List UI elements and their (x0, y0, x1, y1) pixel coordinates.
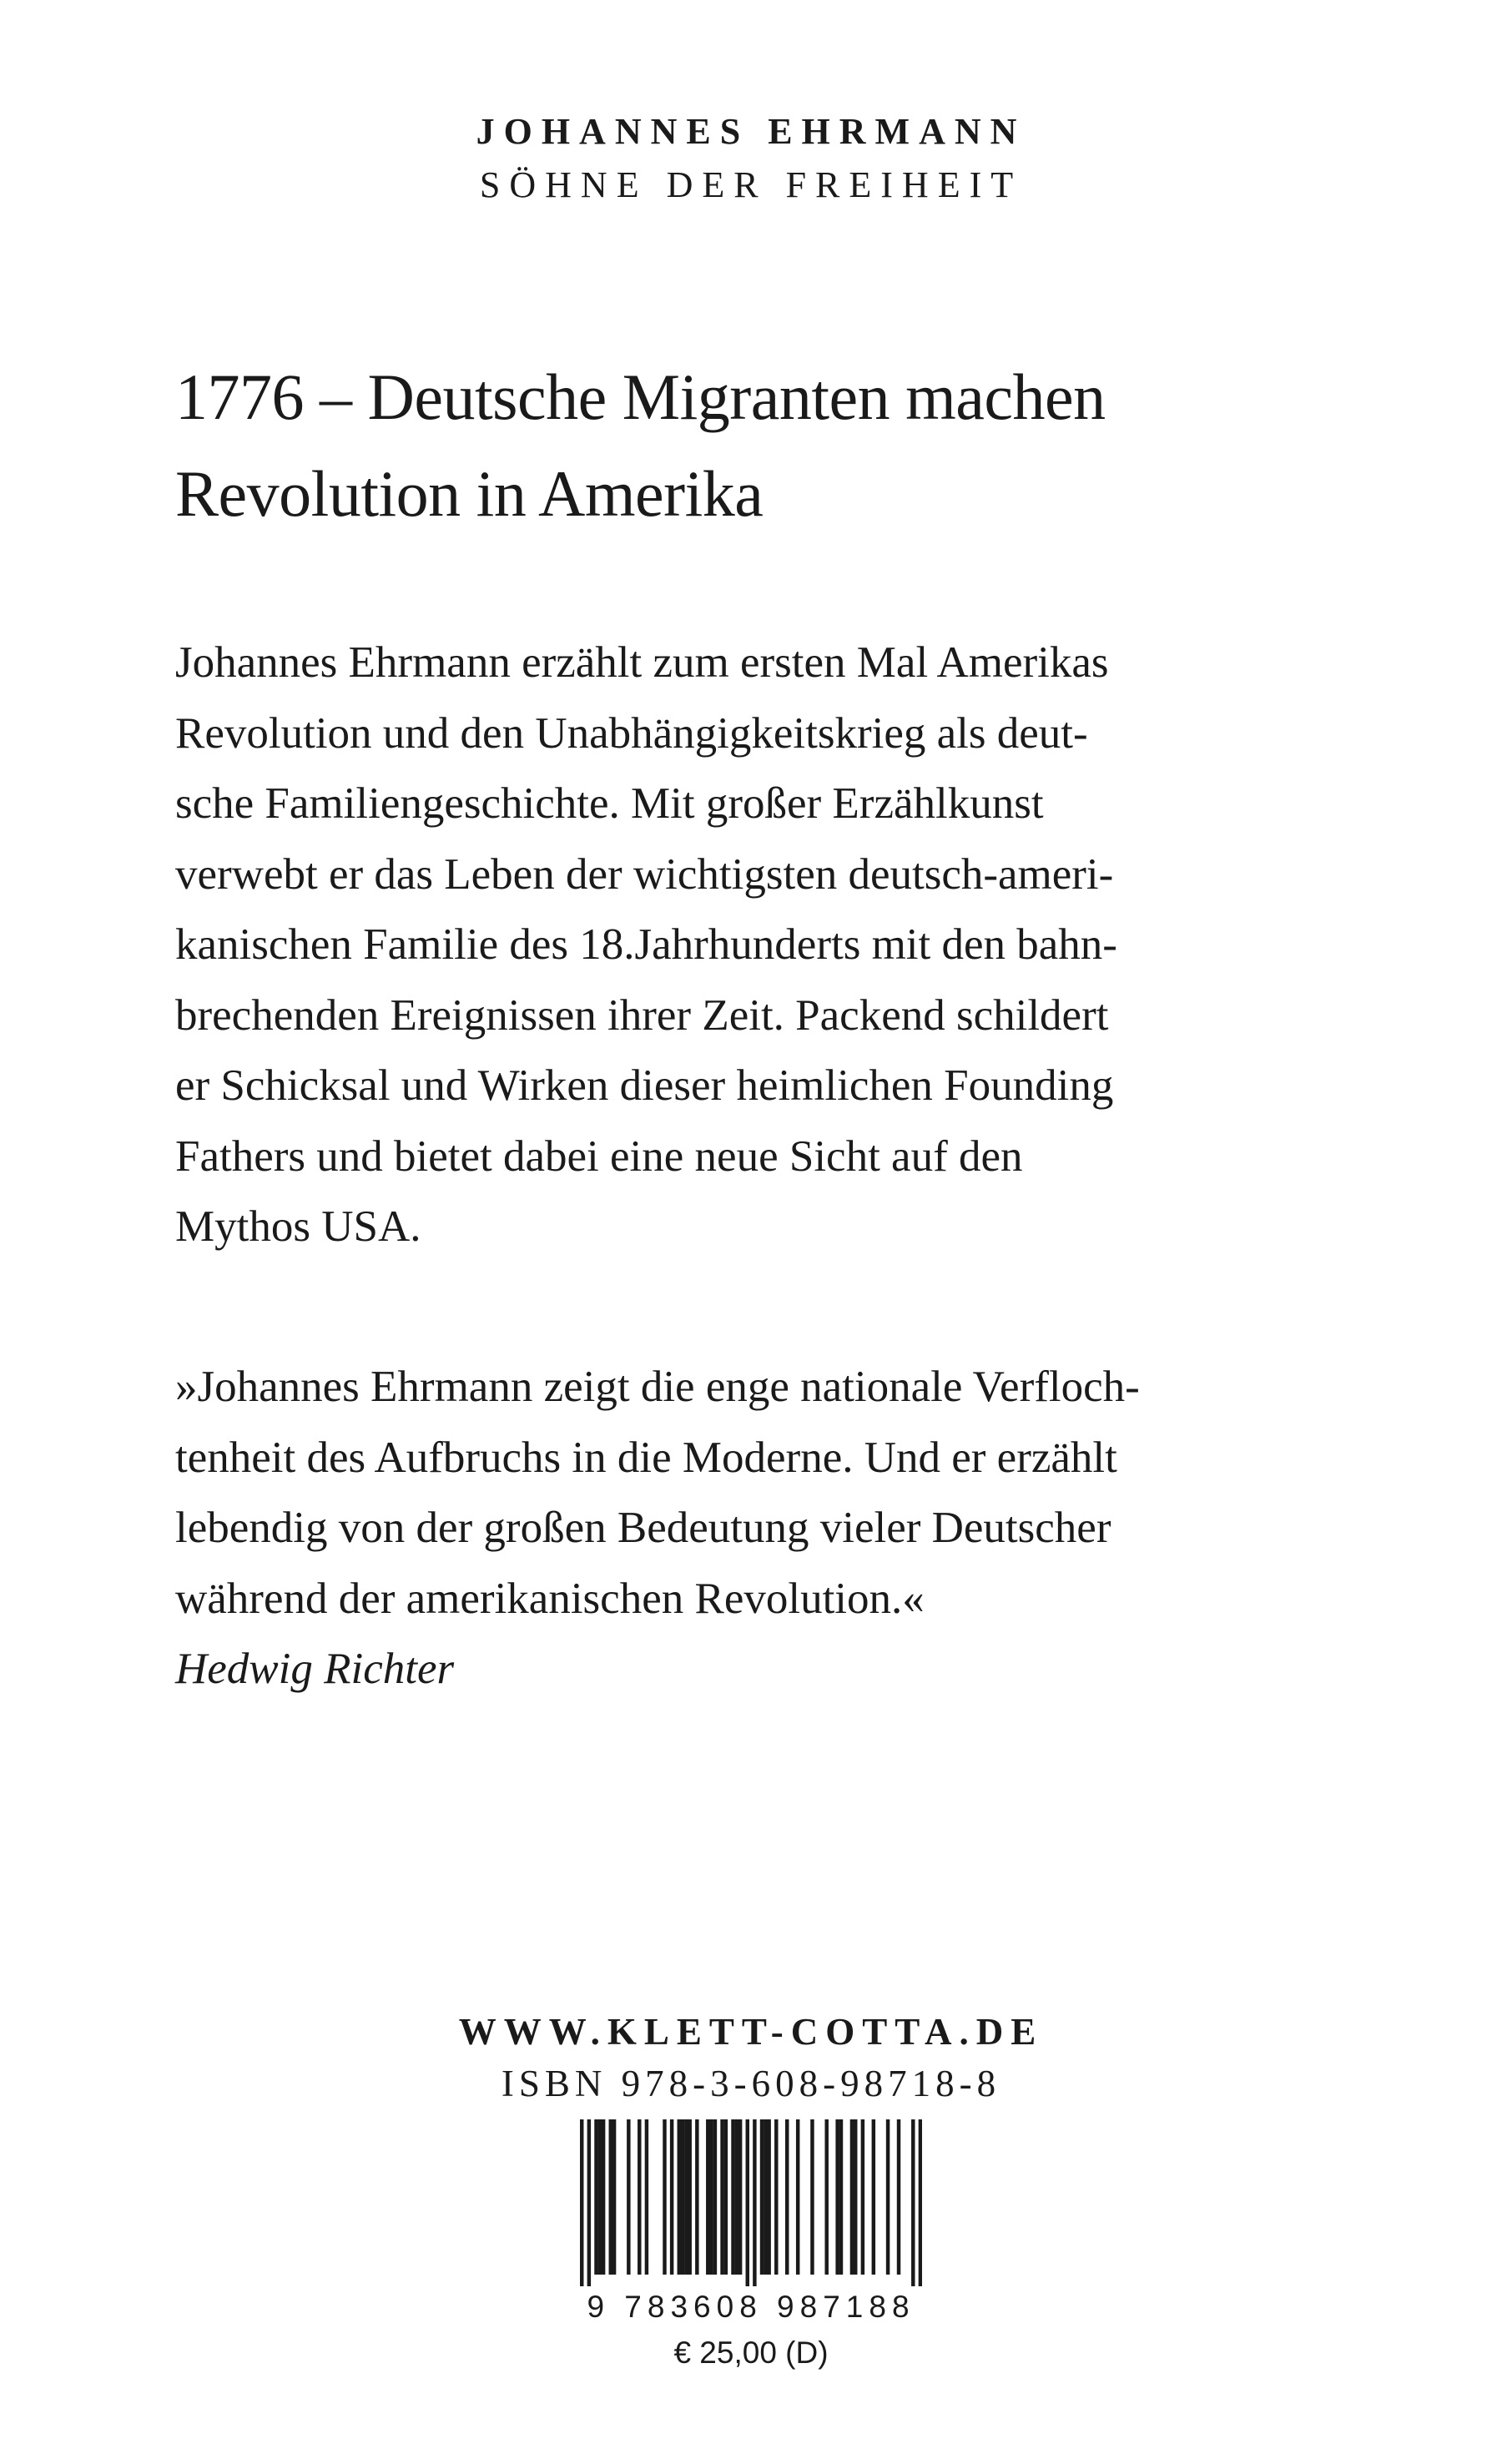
barcode-bar (735, 2119, 738, 2275)
barcode-bar (724, 2119, 728, 2275)
barcode-bars (580, 2119, 922, 2286)
barcode-guard-bar (587, 2119, 591, 2286)
blurb-line: verwebt er das Leben der wichtigsten deutsch-ameri- (175, 849, 1114, 899)
book-title: SÖHNE DER FREIHEIT (479, 164, 1023, 205)
barcode-bar (854, 2119, 857, 2275)
barcode-bar (872, 2119, 875, 2275)
barcode-bar (602, 2119, 605, 2275)
headline-line-1: 1776 – Deutsche Migranten machen (175, 360, 1106, 433)
barcode-bar (835, 2119, 839, 2275)
price: € 25,00 (D) (673, 2336, 829, 2370)
barcode-bar (594, 2119, 597, 2275)
blurb-line: Revolution und den Unabhängigkeitskrieg als deut- (175, 708, 1088, 758)
quote-line: während der amerikanischen Revolution.« (175, 1574, 925, 1623)
blurb-line: er Schicksal und Wirken dieser heimlichen Founding (175, 1061, 1114, 1110)
barcode-bar (824, 2119, 828, 2275)
barcode-bar (850, 2119, 854, 2275)
blurb-line: Johannes Ehrmann erzählt zum ersten Mal Amerikas (175, 638, 1109, 687)
barcode-bar (681, 2119, 684, 2275)
blurb-line: sche Familiengeschichte. Mit großer Erzählkunst (175, 779, 1044, 828)
barcode-guard-bar (911, 2119, 915, 2286)
barcode-bar (897, 2119, 900, 2275)
barcode-bar (627, 2119, 630, 2275)
barcode-bar (688, 2119, 691, 2275)
quote-line: »Johannes Ehrmann zeigt die enge nationale Verfloch- (175, 1363, 1140, 1411)
barcode-bar (713, 2119, 717, 2275)
quote-line: lebendig von der großen Bedeutung vieler Deutscher (175, 1504, 1111, 1552)
barcode (580, 2119, 922, 2286)
publisher-website: WWW.KLETT-COTTA.DE (458, 2011, 1044, 2053)
review-quote (175, 1352, 1360, 1705)
barcode-guard-bar (746, 2119, 749, 2286)
barcode-bar (609, 2119, 612, 2275)
barcode-bar (774, 2119, 778, 2275)
blurb-line: Fathers und bietet dabei eine neue Sicht auf den (175, 1131, 1023, 1181)
barcode-bar (738, 2119, 742, 2275)
barcode-bar (684, 2119, 688, 2275)
barcode-bar (678, 2119, 681, 2275)
barcode-bar (709, 2119, 713, 2275)
barcode-bar (785, 2119, 789, 2275)
barcode-bar (638, 2119, 641, 2275)
barcode-guard-bar (753, 2119, 756, 2286)
blurb-line: brechenden Ereignissen ihrer Zeit. Packend schildert (175, 990, 1109, 1040)
barcode-bar (839, 2119, 843, 2275)
barcode-bar (670, 2119, 673, 2275)
barcode-bar (810, 2119, 814, 2275)
barcode-bar (886, 2119, 890, 2275)
isbn: ISBN 978-3-608-98718-8 (501, 2063, 1001, 2104)
quote-line: tenheit des Aufbruchs in die Moderne. Und er erzählt (175, 1433, 1117, 1482)
quote-attribution: Hedwig Richter (175, 1645, 455, 1693)
barcode-bar (695, 2119, 698, 2275)
barcode-bar (760, 2119, 764, 2275)
barcode-bar (731, 2119, 734, 2275)
barcode-guard-bar (919, 2119, 922, 2286)
barcode-bar (861, 2119, 864, 2275)
blurb-line: Mythos USA. (175, 1202, 421, 1251)
barcode-bar (663, 2119, 666, 2275)
barcode-bar (612, 2119, 616, 2275)
blurb-line: kanischen Familie des 18.Jahrhunderts mit den bahn- (175, 920, 1117, 969)
barcode-bar (645, 2119, 648, 2275)
headline-line-2: Revolution in Amerika (175, 457, 764, 530)
barcode-bar (796, 2119, 799, 2275)
barcode-guard-bar (580, 2119, 583, 2286)
barcode-bar (767, 2119, 770, 2275)
barcode-digits: 9 783608 987188 (587, 2290, 915, 2324)
headline (175, 349, 1360, 542)
barcode-bar (598, 2119, 602, 2275)
barcode-bar (720, 2119, 723, 2275)
blurb-paragraph (175, 627, 1360, 1262)
barcode-bar (706, 2119, 709, 2275)
author-name: JOHANNES EHRMANN (476, 111, 1026, 152)
barcode-bar (764, 2119, 767, 2275)
